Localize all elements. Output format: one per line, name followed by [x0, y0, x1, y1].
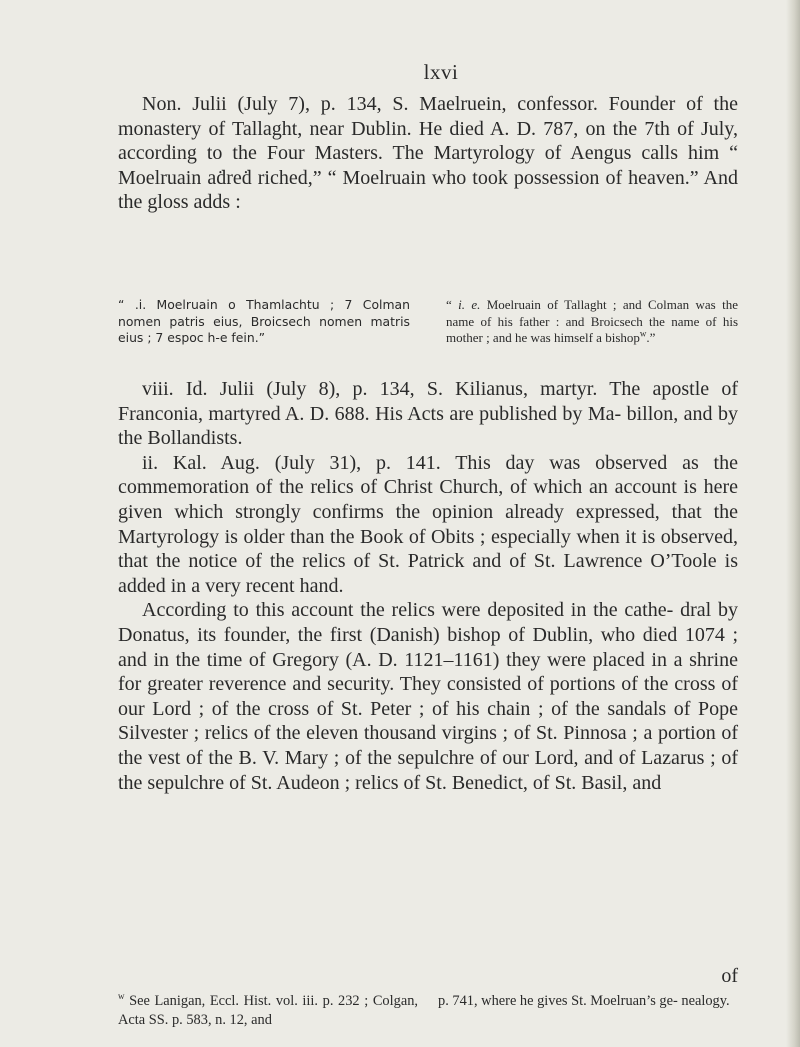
gloss-english-close: .” — [646, 330, 656, 345]
paragraph-donatus: According to this account the relics were deposited in the cathe- dral by Donatus, its founder, the first (Danish) bishop of Dublin, who died 1074 ; and in the time of Gregory (A. D. 1121–1161) they were placed in a shrine for greater reverence and security. They consisted of portions of the cross of our Lord ; of the cross of St. Peter ; of his chain ; of the sandals of Pope Silvester ; relics of the eleven thousand virgins ; of St. Pinnosa ; a portion of the vest of the B. V. Mary ; of the sepulchre of our Lord, and of Lazarus ; of the sepulchre of St. Audeon ; relics of St. Benedict, of St. Basil, and — [118, 599, 738, 794]
main-text-bottom — [118, 377, 738, 795]
gloss-irish: “ .i. Moelruain o Thamlachtu ; 7 Colman nomen patris eius, Broicsech nomen matris eius ; 7 espoc h-e fein.” — [118, 297, 410, 345]
gloss-english-open: “ — [446, 297, 459, 312]
paragraph-maelruein: Non. Julii (July 7), p. 134, S. Maelruein, confessor. Founder of the monastery of Tallaght, near Dublin. He died A. D. 787, on the 7th of July, according to the Four Masters. The Martyrology of Aengus calls him “ Moelruain aḋreḋ riched,” “ Moelruain who took possession of heaven.” And the gloss adds : — [118, 93, 738, 214]
paragraph-kilianus: viii. Id. Julii (July 8), p. 134, S. Kilianus, martyr. The apostle of Franconia, martyred A. D. 688. His Acts are published by Ma- billon, and by the Bollandists. — [118, 378, 738, 450]
footnotes — [118, 992, 738, 1030]
page-edge-shadow — [786, 0, 800, 1047]
gloss-english — [446, 297, 738, 347]
paragraph-relics: ii. Kal. Aug. (July 31), p. 141. This day was observed as the commemoration of the relics of Christ Church, of which an account is here given which strongly confirms the opinion already expressed, that the Martyrology is older than the Book of Obits ; especially when it is observed, that the notice of the relics of St. Patrick and of St. Lawrence O’Toole is added in a very recent hand. — [118, 451, 738, 597]
gloss-english-body: Moelruain of Tallaght ; and Colman was the name of his father : and Broicsech the name of his mother ; and he was himself a bishop — [446, 297, 738, 345]
gloss-english-ie: i. e. — [458, 297, 481, 312]
page-number: lxvi — [423, 60, 459, 84]
gloss-block — [118, 297, 738, 347]
footnote-col-right: p. 741, where he gives St. Moelruan’s ge- nealogy. — [438, 993, 730, 1009]
footnote-marker: w — [118, 991, 125, 1002]
footnote-text-left: See Lanigan, Eccl. Hist. vol. iii. p. 232 ; Colgan, Acta SS. p. 583, n. 12, and — [118, 993, 418, 1028]
footnote-col-left — [118, 992, 418, 1030]
catchword: of — [721, 965, 738, 987]
main-text-top — [118, 92, 738, 215]
footnote-ref-w: w — [639, 328, 647, 339]
